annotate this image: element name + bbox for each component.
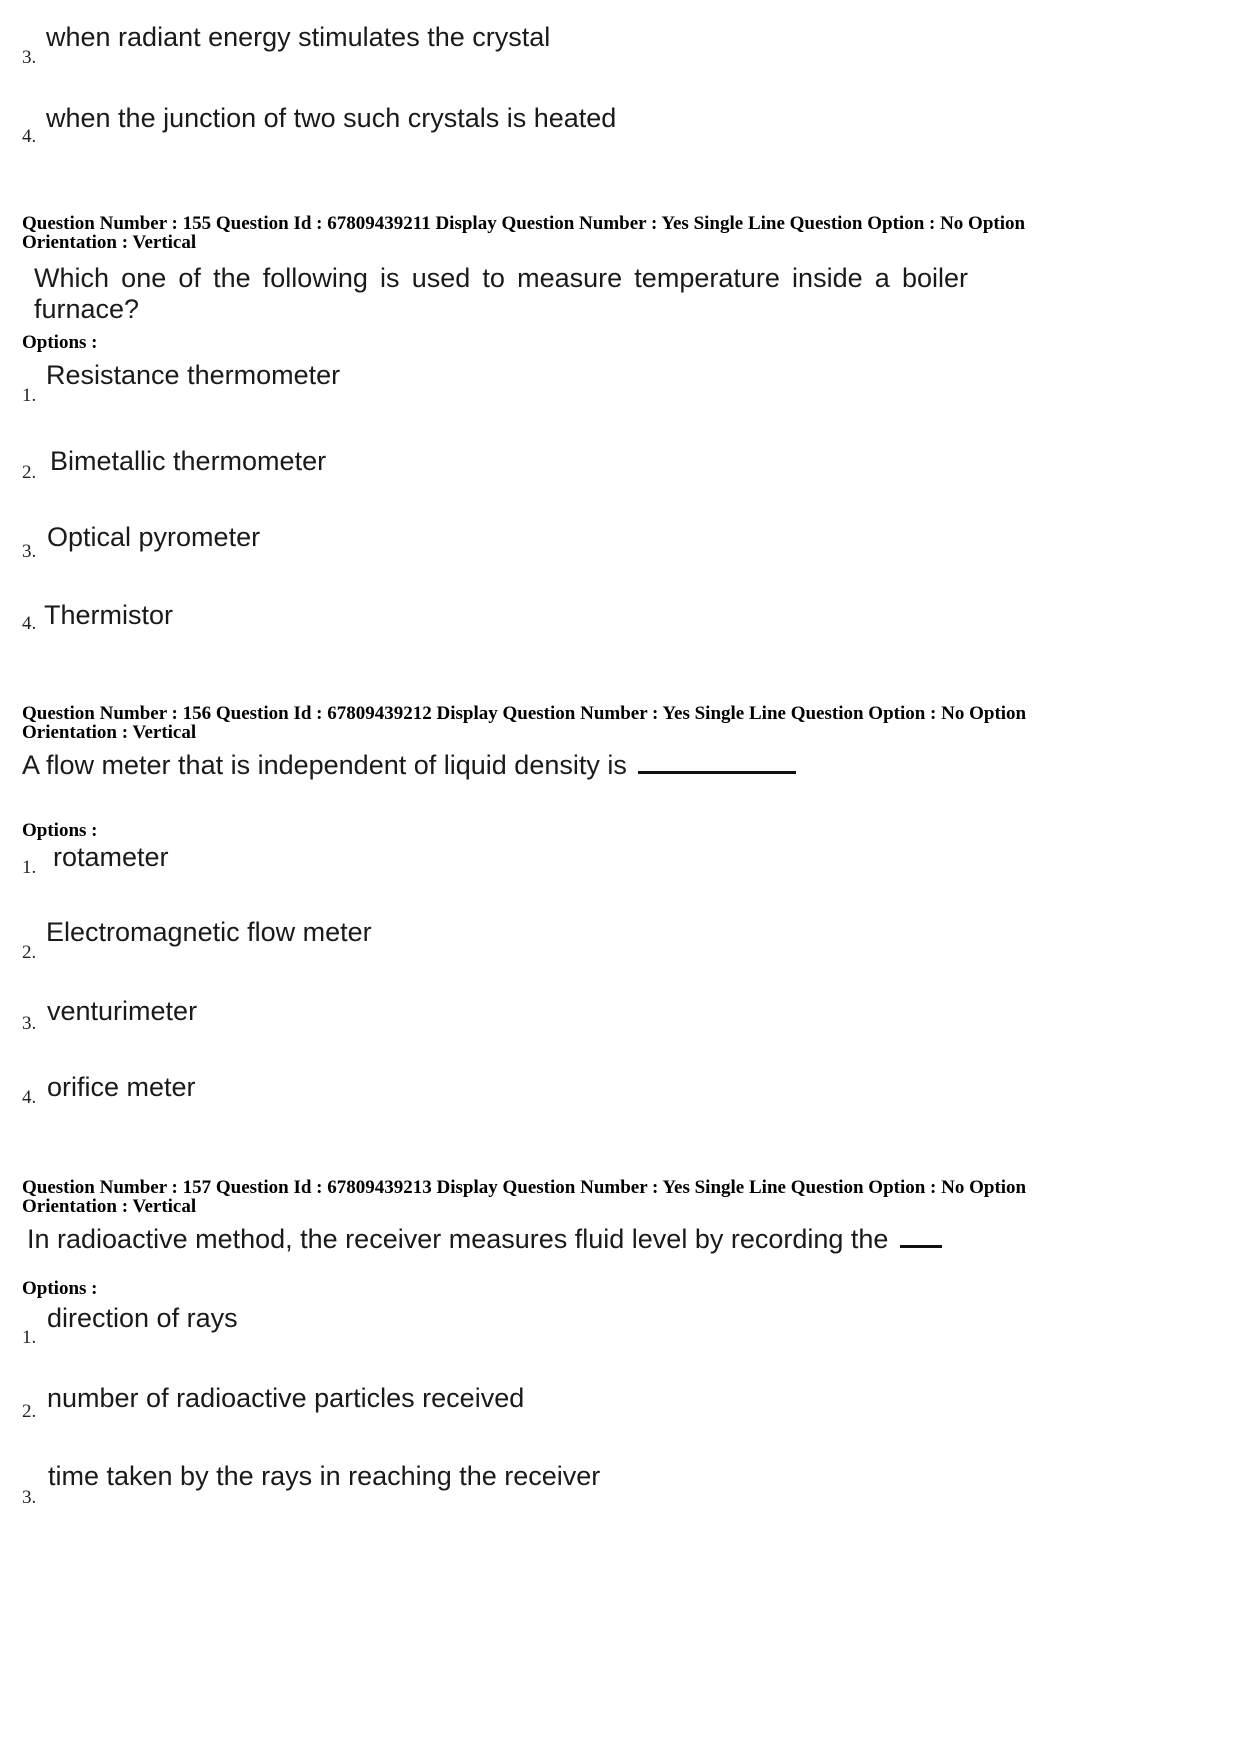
options-label: Options : <box>22 820 98 841</box>
option-number: 2. <box>22 942 37 963</box>
option-text: Resistance thermometer <box>46 360 341 390</box>
option-text: Optical pyrometer <box>47 522 261 552</box>
option-text: when radiant energy stimulates the crystal <box>46 22 551 52</box>
option-text: when the junction of two such crystals is heated <box>46 103 617 133</box>
question-meta: Question Number : 155 Question Id : 67809439211 Display Question Number : Yes Single Line Question Option : No Option <box>22 213 1026 234</box>
option-number: 4. <box>22 126 37 147</box>
answer-blank <box>900 1241 942 1248</box>
question-text-content: In radioactive method, the receiver measures fluid level by recording the <box>27 1224 889 1254</box>
option-number: 3. <box>22 541 37 562</box>
question-meta-orientation: Orientation : Vertical <box>22 722 197 743</box>
option-number: 1. <box>22 385 37 406</box>
answer-blank <box>638 767 796 774</box>
option-text: direction of rays <box>47 1303 238 1333</box>
option-text: Bimetallic thermometer <box>50 446 327 476</box>
option-number: 1. <box>22 857 37 878</box>
option-text: orifice meter <box>47 1072 196 1102</box>
question-meta: Question Number : 157 Question Id : 67809439213 Display Question Number : Yes Single Line Question Option : No Option <box>22 1177 1027 1198</box>
option-number: 3. <box>22 1013 37 1034</box>
option-number: 4. <box>22 613 37 634</box>
question-meta: Question Number : 156 Question Id : 67809439212 Display Question Number : Yes Single Line Question Option : No Option <box>22 703 1027 724</box>
option-text: rotameter <box>53 842 169 872</box>
options-label: Options : <box>22 332 98 353</box>
question-text-content: A flow meter that is independent of liquid density is <box>22 750 627 780</box>
question-text <box>22 750 796 781</box>
question-text-continued: furnace? <box>34 294 140 324</box>
option-number: 3. <box>22 1487 37 1508</box>
question-text: Which one of the following is used to measure temperature inside a boiler <box>34 263 968 293</box>
option-number: 3. <box>22 47 37 68</box>
option-number: 4. <box>22 1087 37 1108</box>
option-number: 2. <box>22 1401 37 1422</box>
option-number: 2. <box>22 462 37 483</box>
question-meta-orientation: Orientation : Vertical <box>22 1196 197 1217</box>
option-text: Thermistor <box>44 600 174 630</box>
option-text: number of radioactive particles received <box>47 1383 525 1413</box>
option-text: Electromagnetic flow meter <box>46 917 372 947</box>
question-meta-orientation: Orientation : Vertical <box>22 232 197 253</box>
option-text: venturimeter <box>47 996 198 1026</box>
option-text: time taken by the rays in reaching the receiver <box>48 1461 601 1491</box>
question-text <box>27 1224 942 1255</box>
option-number: 1. <box>22 1327 37 1348</box>
options-label: Options : <box>22 1278 98 1299</box>
